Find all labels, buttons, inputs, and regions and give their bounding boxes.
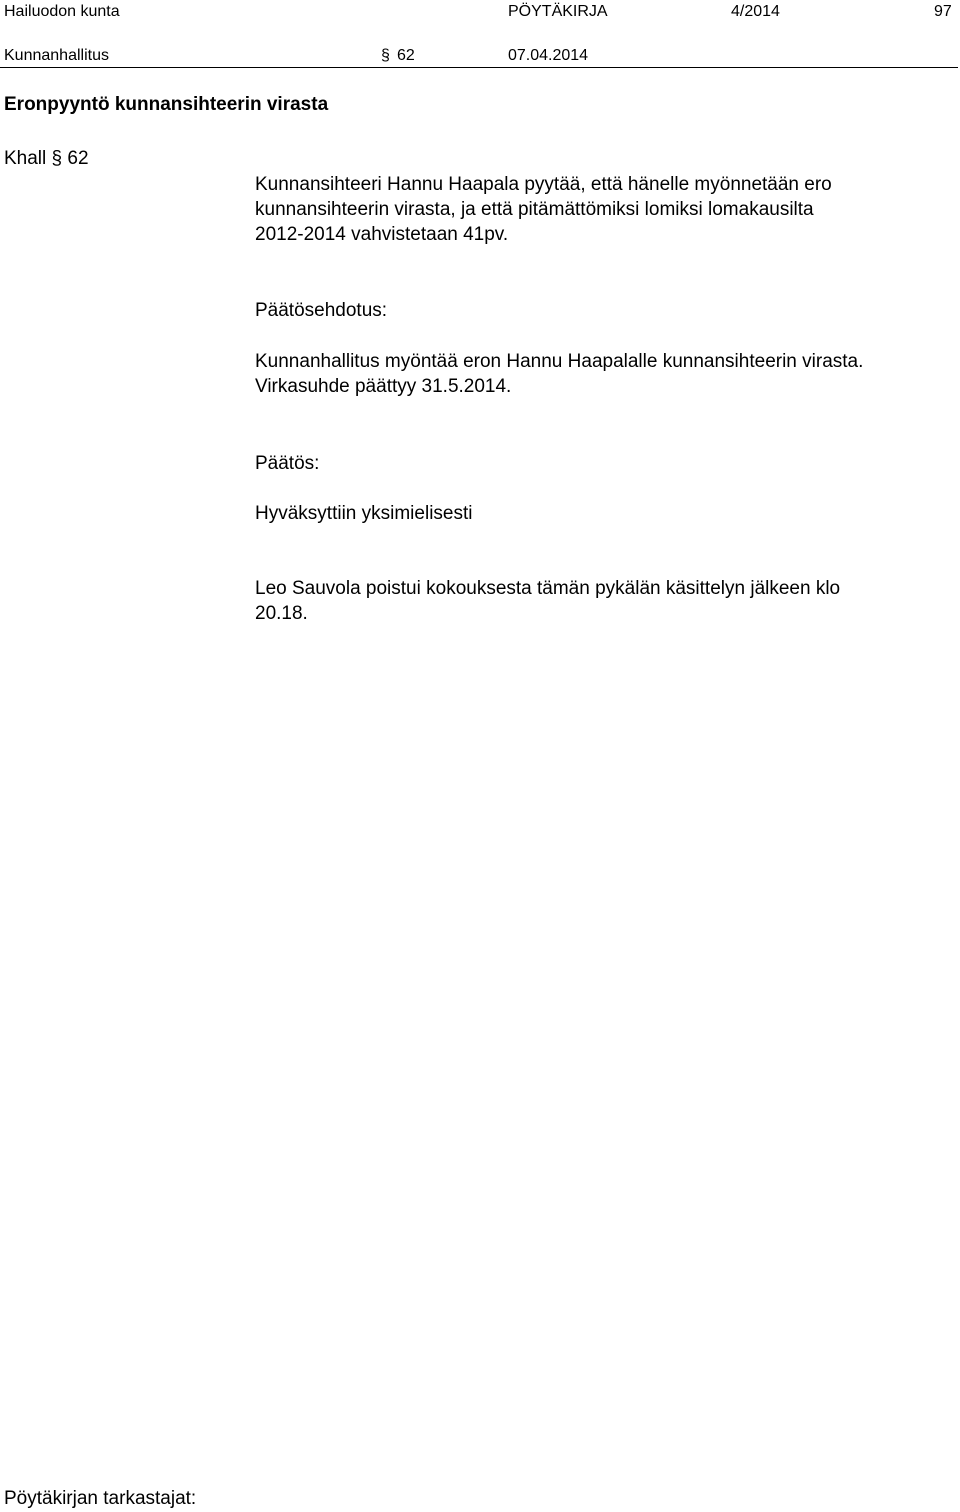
description-line: Kunnansihteeri Hannu Haapala pyytää, että hänelle myönnetään ero xyxy=(255,174,832,195)
note-line: Leo Sauvola poistui kokouksesta tämän pykälän käsittelyn jälkeen klo xyxy=(255,578,841,599)
proposal-line: Kunnanhallitus myöntää eron Hannu Haapalalle kunnansihteerin virasta. xyxy=(255,351,864,372)
header-section-sign: § xyxy=(381,47,390,64)
reviewers-label: Pöytäkirjan tarkastajat: xyxy=(4,1488,197,1509)
proposal-line: Virkasuhde päättyy 31.5.2014. xyxy=(255,376,512,397)
municipality-name: Hailuodon kunta xyxy=(4,3,120,20)
note-paragraph xyxy=(255,576,945,626)
section-label: Khall xyxy=(4,148,47,169)
document-type: PÖYTÄKIRJA xyxy=(508,3,608,20)
section-number: 62 xyxy=(67,148,89,169)
governing-body: Kunnanhallitus xyxy=(4,47,109,64)
proposal-label: Päätösehdotus: xyxy=(255,300,388,321)
note-line: 20.18. xyxy=(255,603,308,624)
page-title: Eronpyyntö kunnansihteerin virasta xyxy=(4,94,329,115)
header-section-number: 62 xyxy=(397,47,415,64)
document-number: 4/2014 xyxy=(731,3,780,20)
description-line: 2012-2014 vahvistetaan 41pv. xyxy=(255,224,509,245)
description-line: kunnansihteerin virasta, ja että pitämättömiksi lomiksi lomakausilta xyxy=(255,199,814,220)
proposal-paragraph xyxy=(255,349,945,399)
description-paragraph xyxy=(255,172,945,247)
decision-text: Hyväksyttiin yksimielisesti xyxy=(255,503,473,524)
decision-label: Päätös: xyxy=(255,453,320,474)
section-reference xyxy=(4,146,89,171)
section-sign: § xyxy=(51,148,63,169)
page-number: 97 xyxy=(934,3,952,20)
meeting-date: 07.04.2014 xyxy=(508,47,589,64)
header-divider xyxy=(0,67,958,68)
